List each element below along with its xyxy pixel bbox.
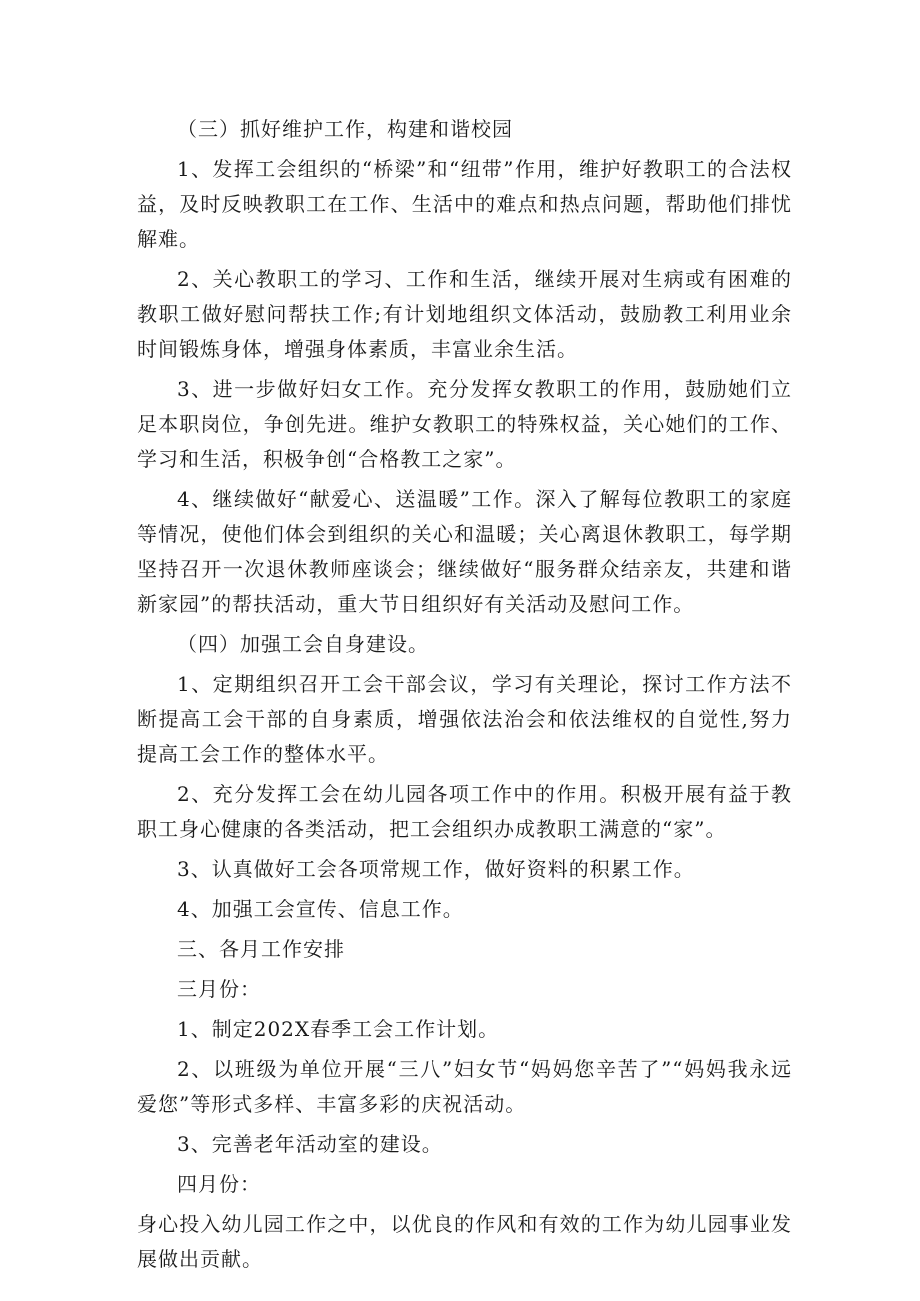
document-body [137,112,792,1282]
paragraph-item: 1、定期组织召开工会干部会议，学习有关理论，探讨工作方法不断提高工会干部的自身素质，增强依法治会和依法维权的自觉性,努力提高工会工作的整体水平。 [137,672,792,766]
paragraph-item: 2、关心教职工的学习、工作和生活，继续开展对生病或有困难的教职工做好慰问帮扶工作;有计划地组织文体活动，鼓励教工利用业余时间锻炼身体，增强身体素质，丰富业余生活。 [137,267,792,361]
month-heading-march: 三月份： [177,977,261,1001]
paragraph-item: 3、完善老年活动室的建设。 [177,1132,443,1156]
paragraph-item: 3、进一步做好妇女工作。充分发挥女教职工的作用，鼓励她们立足本职岗位，争创先进。维护女教职工的特殊权益，关心她们的工作、学习和生活，积极争创“合格教工之家”。 [137,377,792,471]
closing-paragraph: 身心投入幼儿园工作之中，以优良的作风和有效的工作为幼儿园事业发展做出贡献。 [137,1212,792,1271]
section-heading-4: （四）加强工会自身建设。 [177,632,429,656]
paragraph-item: 3、认真做好工会各项常规工作，做好资料的积累工作。 [177,857,695,881]
paragraph-item: 4、加强工会宣传、信息工作。 [177,897,464,921]
month-heading-april: 四月份： [177,1172,261,1196]
paragraph-item: 2、以班级为单位开展“三八”妇女节“妈妈您辛苦了”“妈妈我永远爱您”等形式多样、丰富多彩的庆祝活动。 [137,1057,792,1116]
section-heading-schedule: 三、各月工作安排 [177,937,345,961]
paragraph-item: 2、充分发挥工会在幼儿园各项工作中的作用。积极开展有益于教职工身心健康的各类活动，把工会组织办成教职工满意的“家”。 [137,782,792,841]
paragraph-item: 1、制定202X春季工会工作计划。 [177,1017,500,1041]
section-heading-3: （三）抓好维护工作，构建和谐校园 [177,117,513,141]
paragraph-item: 4、继续做好“献爱心、送温暖”工作。深入了解每位教职工的家庭等情况，使他们体会到组织的关心和温暖；关心离退休教职工，每学期坚持召开一次退休教师座谈会；继续做好“服务群众结亲友，共建和谐新家园”的帮扶活动，重大节日组织好有关活动及慰问工作。 [137,487,792,616]
paragraph-item: 1、发挥工会组织的“桥梁”和“纽带”作用，维护好教职工的合法权益，及时反映教职工在工作、生活中的难点和热点问题，帮助他们排忧解难。 [137,157,792,251]
